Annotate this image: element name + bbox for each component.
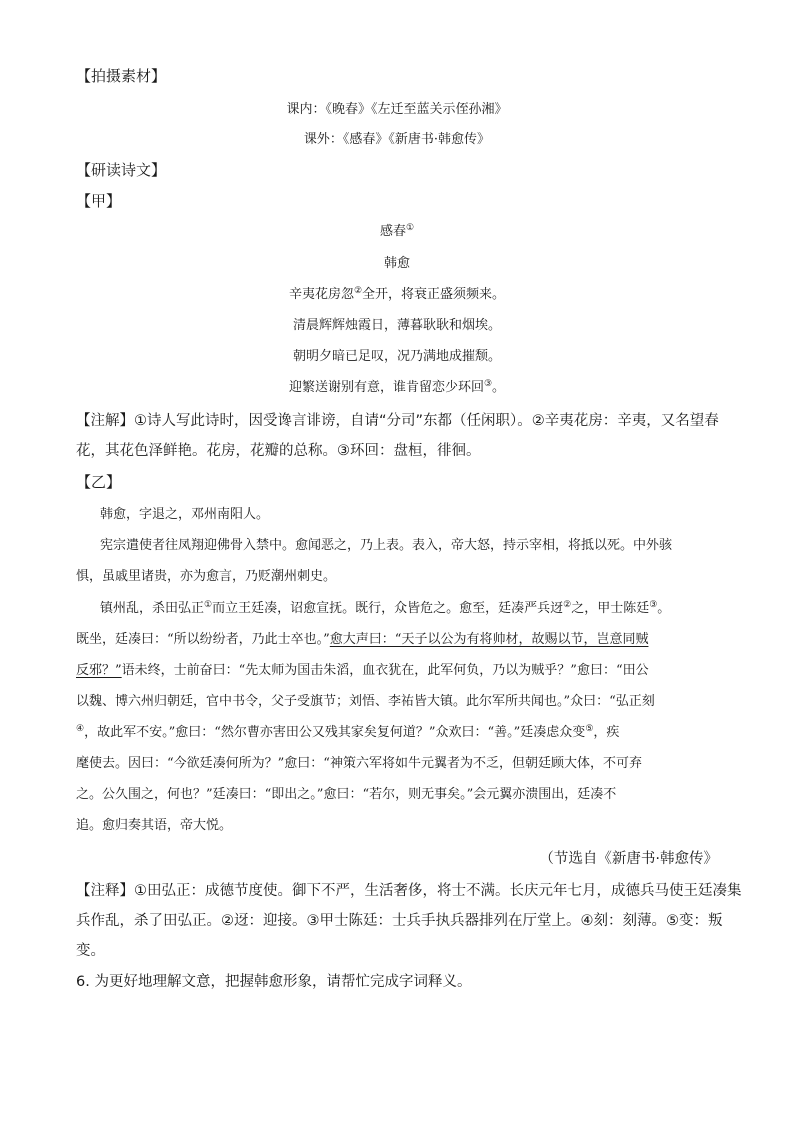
note-yi-line-3: 变。 <box>76 943 105 959</box>
underlined-sentence: 愈大声曰：“天子以公为有将帅材，故赐以节，岂意同贼 <box>329 632 649 647</box>
prose-text: 镇州乱，杀田弘正 <box>100 601 205 616</box>
note-marker: ① <box>204 600 213 610</box>
prose-text: 而立王廷凑，诏愈宣抚。既行，众皆危之。愈至，廷凑严兵迓 <box>212 601 564 616</box>
note-marker: ③ <box>649 600 658 610</box>
poem-line-3: 朝明夕暗已足叹，况乃满地成摧颓。 <box>292 349 501 364</box>
note-marker: ② <box>563 600 572 610</box>
prose-para-2-line-1: 宪宗遣使者往凤翔迎佛骨入禁中。愈闻恶之，乃上表。表入，帝大怒，持示宰相，将抵以死。中外骇 <box>100 538 673 553</box>
poem-text: 辛夷花房忽 <box>288 287 354 302</box>
note-marker: ② <box>353 286 363 296</box>
section-heading-shoot: 【拍摄素材】 <box>76 67 167 85</box>
section-heading-read: 【研读诗文】 <box>76 161 167 179</box>
poem-line-2: 清晨辉辉烛霞日，薄暮耿耿和烟埃。 <box>292 318 501 333</box>
material-inside-class: 课内：《晚春》《左迁至蓝关示侄孙湘》 <box>286 102 508 117</box>
poem-title <box>0 222 794 242</box>
poem-text: 全开，将衰正盛须频来。 <box>362 287 506 302</box>
prose-text: ，疾 <box>593 725 620 740</box>
poem-text: 。 <box>492 380 506 395</box>
prose-text: 。 <box>657 601 671 616</box>
prose-para-3-line-6: 麾使去。因曰：“今欲廷凑何所为？”愈曰：“神策六军将如牛元翼者为不乏，但朝廷顾大体，不可弃 <box>76 756 642 771</box>
prose-para-3-line-2 <box>76 630 648 650</box>
label-yi: 【乙】 <box>76 473 122 491</box>
prose-text: 既坐，廷凑曰：“所以纷纷者，乃此士卒也。” <box>76 632 330 647</box>
note-yi-line-2: 兵作乱，杀了田弘正。②迓：迎接。③甲士陈廷：士兵手执兵器排列在厅堂上。④刻：刻薄。⑤变：叛 <box>76 913 723 929</box>
label-jia: 【甲】 <box>76 192 122 210</box>
note-marker: ① <box>405 223 415 233</box>
note-jia-line-1: 【注解】①诗人写此诗时，因受谗言诽谤，自请“分司”东都（任闲职）。②辛夷花房：辛夷，又名望春 <box>76 413 719 429</box>
prose-para-1: 韩愈，字退之，邓州南阳人。 <box>100 507 270 522</box>
material-outside-class: 课外：《感春》《新唐书·韩愈传》 <box>303 132 491 147</box>
note-marker: ⑤ <box>585 724 594 734</box>
poem-author: 韩愈 <box>383 256 410 271</box>
note-jia-line-2: 花，其花色泽鲜艳。花房，花瓣的总称。③环回：盘桓，徘徊。 <box>76 443 481 459</box>
prose-para-2-line-2: 惧，虽戚里诸贵，亦为愈言，乃贬潮州刺史。 <box>76 569 337 584</box>
note-marker: ③ <box>483 379 493 389</box>
poem-title-text: 感春 <box>379 224 406 239</box>
prose-para-3-line-3 <box>76 661 649 681</box>
note-marker: ④ <box>76 724 85 734</box>
prose-text: 之，甲士陈廷 <box>571 601 650 616</box>
poem-line-1 <box>0 285 794 305</box>
prose-text: ，故此军不安。”愈曰：“然尔曹亦害田公又残其家矣复何道？”众欢曰：“善。”廷凑虑众变 <box>84 725 586 740</box>
poem-line-4 <box>0 378 794 398</box>
prose-para-3-line-8: 追。愈归奏其语，帝大悦。 <box>76 818 233 833</box>
prose-para-3-line-5 <box>76 723 619 743</box>
prose-text: 语未终，士前奋曰：“先太师为国击朱滔，血衣犹在，此军何负，乃以为贼乎？”愈曰：“田公 <box>121 663 649 678</box>
underlined-sentence-end: 反邪？” <box>76 663 122 678</box>
note-yi-line-1: 【注释】①田弘正：成德节度使。御下不严，生活奢侈，将士不满。长庆元年七月，成德兵马使王廷凑集 <box>76 883 742 899</box>
prose-para-3-line-7: 之。公久围之，何也？”廷凑曰：“即出之。”愈曰：“若尔，则无事矣。”会元翼亦溃围出，廷凑不 <box>76 787 617 802</box>
prose-para-3-line-4: 以魏、博六州归朝廷，官中书令，父子受旗节；刘悟、李祐皆大镇。此尔军所共闻也。”众曰：“弘正刻 <box>76 694 655 709</box>
poem-text: 迎繁送谢别有意，谁肯留恋少环回 <box>288 380 484 395</box>
question-6: 6. 为更好地理解文意，把握韩愈形象，请帮忙完成字词释义。 <box>76 974 472 990</box>
prose-para-3-line-1 <box>100 599 670 619</box>
source-citation: （节选自《新唐书·韩愈传》 <box>539 851 718 867</box>
